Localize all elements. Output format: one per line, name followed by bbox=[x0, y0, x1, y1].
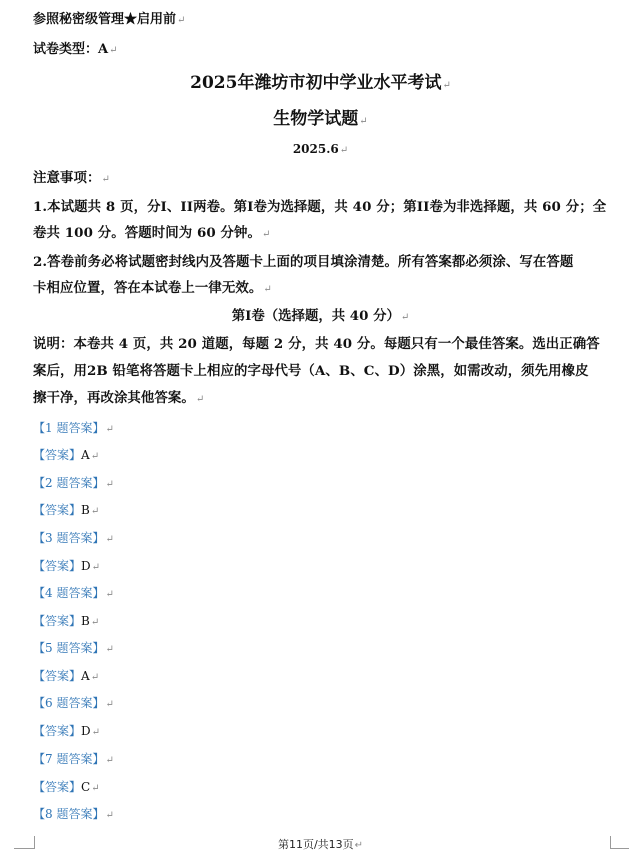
paragraph-mark-icon: ↵ bbox=[105, 479, 114, 490]
notes-item-1-text: 1.本试题共 8 页，分I、II两卷。第I卷为选择题，共 40 分；第II卷为非选择题，共 60 分；全 bbox=[33, 199, 607, 215]
question-tag: 【8 题答案】 bbox=[33, 807, 105, 821]
question-tag: 【7 题答案】 bbox=[33, 752, 105, 766]
paragraph-mark-icon: ↵ bbox=[354, 840, 364, 851]
paragraph-mark-icon: ↵ bbox=[90, 506, 100, 517]
paragraph-mark-icon: ↵ bbox=[359, 116, 368, 127]
section-1-desc-line-3 bbox=[33, 387, 204, 406]
paragraph-mark-icon: ↵ bbox=[91, 727, 101, 738]
paragraph-mark-icon: ↵ bbox=[101, 174, 110, 185]
question-tag: 【1 题答案】 bbox=[33, 421, 105, 435]
paragraph-mark-icon: ↵ bbox=[105, 699, 114, 710]
answer-value: A bbox=[81, 448, 90, 462]
paragraph-mark-icon: ↵ bbox=[400, 312, 410, 323]
list-item bbox=[33, 748, 114, 767]
answer-tag: 【答案】 bbox=[33, 614, 82, 628]
subject-title bbox=[0, 104, 641, 129]
paragraph-mark-icon: ↵ bbox=[339, 145, 349, 156]
list-item bbox=[33, 444, 99, 463]
notes-item-2-text: 2.答卷前务必将试题密封线内及答题卡上面的项目填涂清楚。所有答案都必须涂、写在答题 bbox=[33, 254, 574, 270]
paragraph-mark-icon: ↵ bbox=[105, 424, 114, 435]
section-1-desc-text: 案后，用2B 铅笔将答题卡上相应的字母代号（A、B、C、D）涂黑，如需改动，须先用橡皮 bbox=[33, 363, 589, 379]
notes-heading bbox=[33, 167, 110, 186]
question-tag: 【6 题答案】 bbox=[33, 696, 105, 710]
list-item bbox=[33, 692, 114, 711]
exam-date bbox=[0, 142, 641, 156]
paragraph-mark-icon: ↵ bbox=[105, 810, 114, 821]
exam-date-text: 2025.6 bbox=[292, 142, 339, 156]
paragraph-mark-icon: ↵ bbox=[442, 80, 451, 91]
paragraph-mark-icon: ↵ bbox=[105, 755, 114, 766]
paragraph-mark-icon: ↵ bbox=[177, 15, 186, 26]
answer-tag: 【答案】 bbox=[33, 724, 82, 738]
paragraph-mark-icon: ↵ bbox=[90, 451, 100, 462]
paragraph-mark-icon: ↵ bbox=[263, 284, 272, 295]
answer-value: C bbox=[81, 780, 91, 794]
paper-type-label: 试卷类型： bbox=[33, 42, 99, 57]
paper-type bbox=[33, 38, 118, 57]
list-item bbox=[33, 720, 100, 739]
section-1-heading-text: 第I卷（选择题，共 40 分） bbox=[231, 308, 400, 324]
list-item bbox=[33, 610, 99, 629]
answer-value: D bbox=[81, 724, 91, 738]
paragraph-mark-icon: ↵ bbox=[105, 534, 114, 545]
question-tag: 【3 题答案】 bbox=[33, 531, 105, 545]
question-tag: 【4 题答案】 bbox=[33, 586, 105, 600]
answer-value: D bbox=[81, 559, 91, 573]
list-item bbox=[33, 803, 114, 822]
exam-title bbox=[0, 68, 641, 93]
subject-title-text: 生物学试题 bbox=[273, 109, 359, 129]
question-tag: 【5 题答案】 bbox=[33, 641, 105, 655]
paragraph-mark-icon: ↵ bbox=[105, 589, 114, 600]
notes-item-1-line-1 bbox=[33, 196, 606, 215]
page-number: 第11页/共13页 bbox=[277, 838, 354, 851]
list-item bbox=[33, 665, 99, 684]
notes-item-2-text: 卡相应位置，答在本试卷上一律无效。 bbox=[33, 280, 263, 296]
paragraph-mark-icon: ↵ bbox=[90, 672, 100, 683]
paper-type-value: A bbox=[98, 42, 109, 57]
notes-item-2-line-1 bbox=[33, 251, 573, 270]
answer-tag: 【答案】 bbox=[33, 448, 82, 462]
notes-item-2-line-2 bbox=[33, 277, 272, 296]
confidential-notice bbox=[33, 8, 185, 27]
section-1-desc-text: 擦干净，再改涂其他答案。 bbox=[33, 390, 195, 406]
paragraph-mark-icon: ↵ bbox=[105, 644, 114, 655]
list-item bbox=[33, 555, 100, 574]
list-item bbox=[33, 776, 100, 795]
list-item bbox=[33, 499, 99, 518]
exam-title-text: 2025年潍坊市初中学业水平考试 bbox=[190, 73, 442, 93]
page-footer bbox=[0, 836, 641, 852]
answer-tag: 【答案】 bbox=[33, 559, 82, 573]
paragraph-mark-icon: ↵ bbox=[195, 394, 205, 405]
notes-heading-text: 注意事项： bbox=[33, 170, 101, 186]
answer-value: B bbox=[81, 614, 90, 628]
answer-tag: 【答案】 bbox=[33, 503, 82, 517]
paragraph-mark-icon: ↵ bbox=[262, 229, 271, 240]
paragraph-mark-icon: ↵ bbox=[109, 45, 118, 56]
notes-item-1-line-2 bbox=[33, 222, 271, 241]
paragraph-mark-icon: ↵ bbox=[91, 783, 100, 794]
paragraph-mark-icon: ↵ bbox=[90, 617, 100, 628]
answer-value: B bbox=[81, 503, 90, 517]
section-1-desc-text: 说明：本卷共 4 页，共 20 道题，每题 2 分，共 40 分。每题只有一个最佳答案。选出正确答 bbox=[33, 336, 600, 352]
section-1-desc-line-1 bbox=[33, 333, 600, 352]
list-item bbox=[33, 637, 114, 656]
confidential-text: 参照秘密级管理★启用前 bbox=[33, 12, 177, 27]
answer-value: A bbox=[81, 669, 90, 683]
paragraph-mark-icon: ↵ bbox=[91, 562, 101, 573]
list-item bbox=[33, 582, 114, 601]
answer-tag: 【答案】 bbox=[33, 669, 82, 683]
section-1-desc-line-2 bbox=[33, 360, 589, 379]
answer-tag: 【答案】 bbox=[33, 780, 82, 794]
list-item bbox=[33, 472, 114, 491]
section-1-heading bbox=[0, 305, 641, 324]
notes-item-1-text: 卷共 100 分。答题时间为 60 分钟。 bbox=[33, 225, 262, 241]
list-item bbox=[33, 417, 114, 436]
list-item bbox=[33, 527, 114, 546]
question-tag: 【2 题答案】 bbox=[33, 476, 105, 490]
